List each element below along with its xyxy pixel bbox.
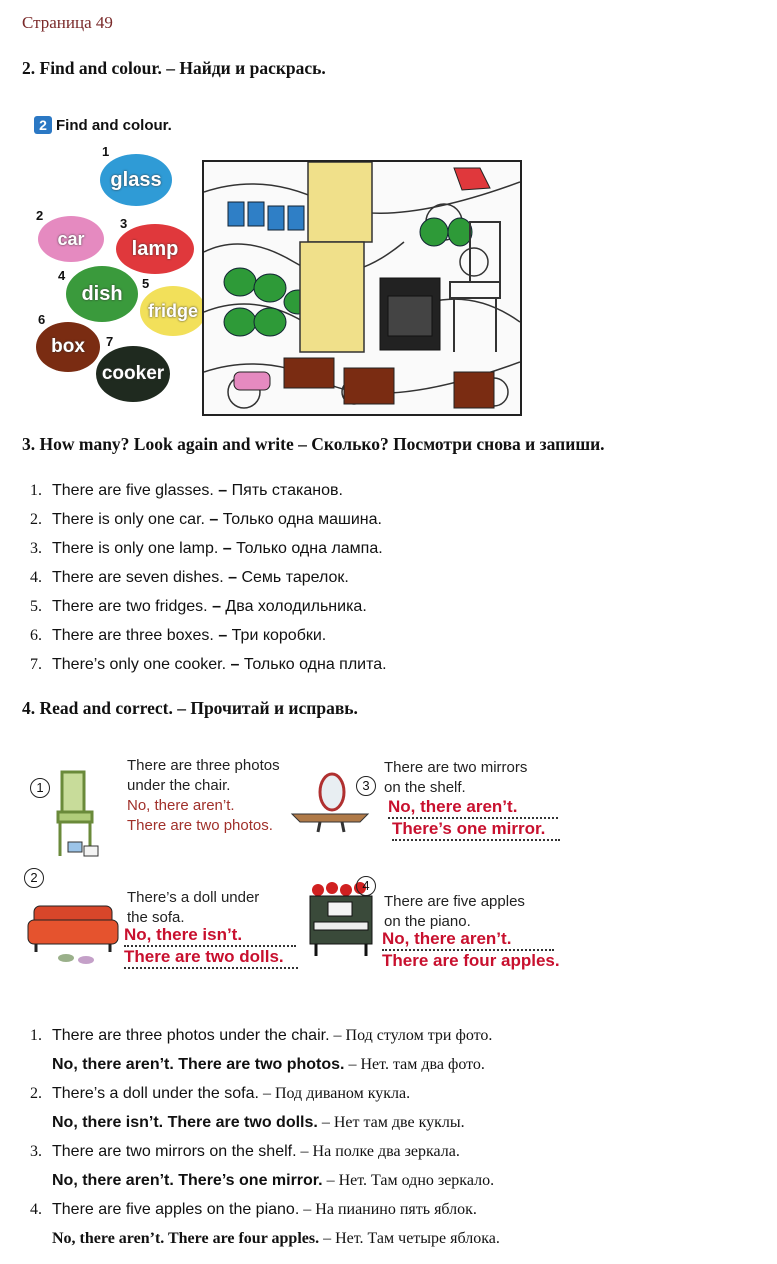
find-and-colour-figure [24,112,524,417]
panel-2-answer-2: There are two dolls. [124,946,298,969]
panel-number: 3 [356,776,376,796]
panel-number: 1 [30,778,50,798]
exercise-3-heading: 3. How many? Look again and write – Сколько? Посмотри снова и запиши. [22,434,605,454]
list-item: 3. There is only one lamp. – Только одна лампа. [30,540,383,557]
panel-3-answer-1: No, there aren’t. [388,796,558,819]
blob-box: box [36,322,100,372]
panel-number: 2 [24,868,44,888]
blob-number: 4 [58,268,66,283]
exercise-badge: 2 [34,116,52,134]
panel-1-text: There are three photos under the chair. No, there aren’t. There are two photos. [127,757,280,834]
panel-4-answer-1: No, there aren’t. [382,928,554,951]
exercise-4-heading: 4. Read and correct. – Прочитай и исправь. [22,698,358,718]
chair-illustration [50,768,110,860]
kitchen-scene-illustration [202,160,522,416]
panel-2-answer-1: No, there isn’t. [124,924,296,947]
blob-fridge: fridge [140,286,206,336]
panel-4-text: There are five apples on the piano. [384,893,525,930]
panel-2-text: There’s a doll under the sofa. [127,889,260,926]
answer-line: No, there isn’t. There are two dolls. – Нет там две куклы. [52,1114,465,1131]
list-item: 4. There are five apples on the piano. – На пианино пять яблок. [30,1201,477,1218]
blob-lamp: lamp [116,224,194,274]
list-item: 7. There’s only one cooker. – Только одна плита. [30,656,387,673]
list-item: 2. There’s a doll under the sofa. – Под диваном кукла. [30,1085,411,1102]
blob-cooker: cooker [96,346,170,402]
list-item: 2. There is only one car. – Только одна машина. [30,511,382,528]
list-item: 4. There are seven dishes. – Семь тарелок. [30,569,349,586]
figure-title: 2 Find and colour. [34,116,172,134]
blob-number: 1 [102,144,110,159]
panel-number: 4 [356,876,376,896]
list-item: 1. There are three photos under the chair. – Под стулом три фото. [30,1027,493,1044]
blob-number: 2 [36,208,44,223]
exercise-3-list [30,476,387,679]
blob-number: 6 [38,312,46,327]
answer-line: No, there aren’t. There are four apples. – Нет. Там четыре яблока. [52,1230,500,1247]
blob-number: 5 [142,276,150,291]
list-item: 5. There are two fridges. – Два холодильника. [30,598,367,615]
page-label: Страница 49 [22,13,113,32]
blob-dish: dish [66,266,138,322]
blob-car: car [38,216,104,262]
list-item: 1. There are five glasses. – Пять стаканов. [30,482,343,499]
exercise-2-heading: 2. Find and colour. – Найди и раскрась. [22,58,326,78]
sofa-illustration [26,898,120,968]
blob-number: 7 [106,334,114,349]
answer-line: No, there aren’t. There’s one mirror. – Нет. Там одно зеркало. [52,1172,495,1189]
list-item: 6. There are three boxes. – Три коробки. [30,627,327,644]
panel-3-answer-2: There’s one mirror. [392,818,560,841]
panel-4-answer-2: There are four apples. [382,951,560,970]
blob-glass: glass [100,154,172,206]
exercise-4-list [30,1021,500,1253]
answer-line: No, there aren’t. There are two photos. – Нет. там два фото. [52,1056,485,1073]
blob-number: 3 [120,216,128,231]
kitchen-scene-drawing [204,162,520,414]
panel-3-text: There are two mirrors on the shelf. [384,759,528,796]
list-item: 3. There are two mirrors on the shelf. – На полке два зеркала. [30,1143,460,1160]
read-and-correct-figure [22,740,582,980]
